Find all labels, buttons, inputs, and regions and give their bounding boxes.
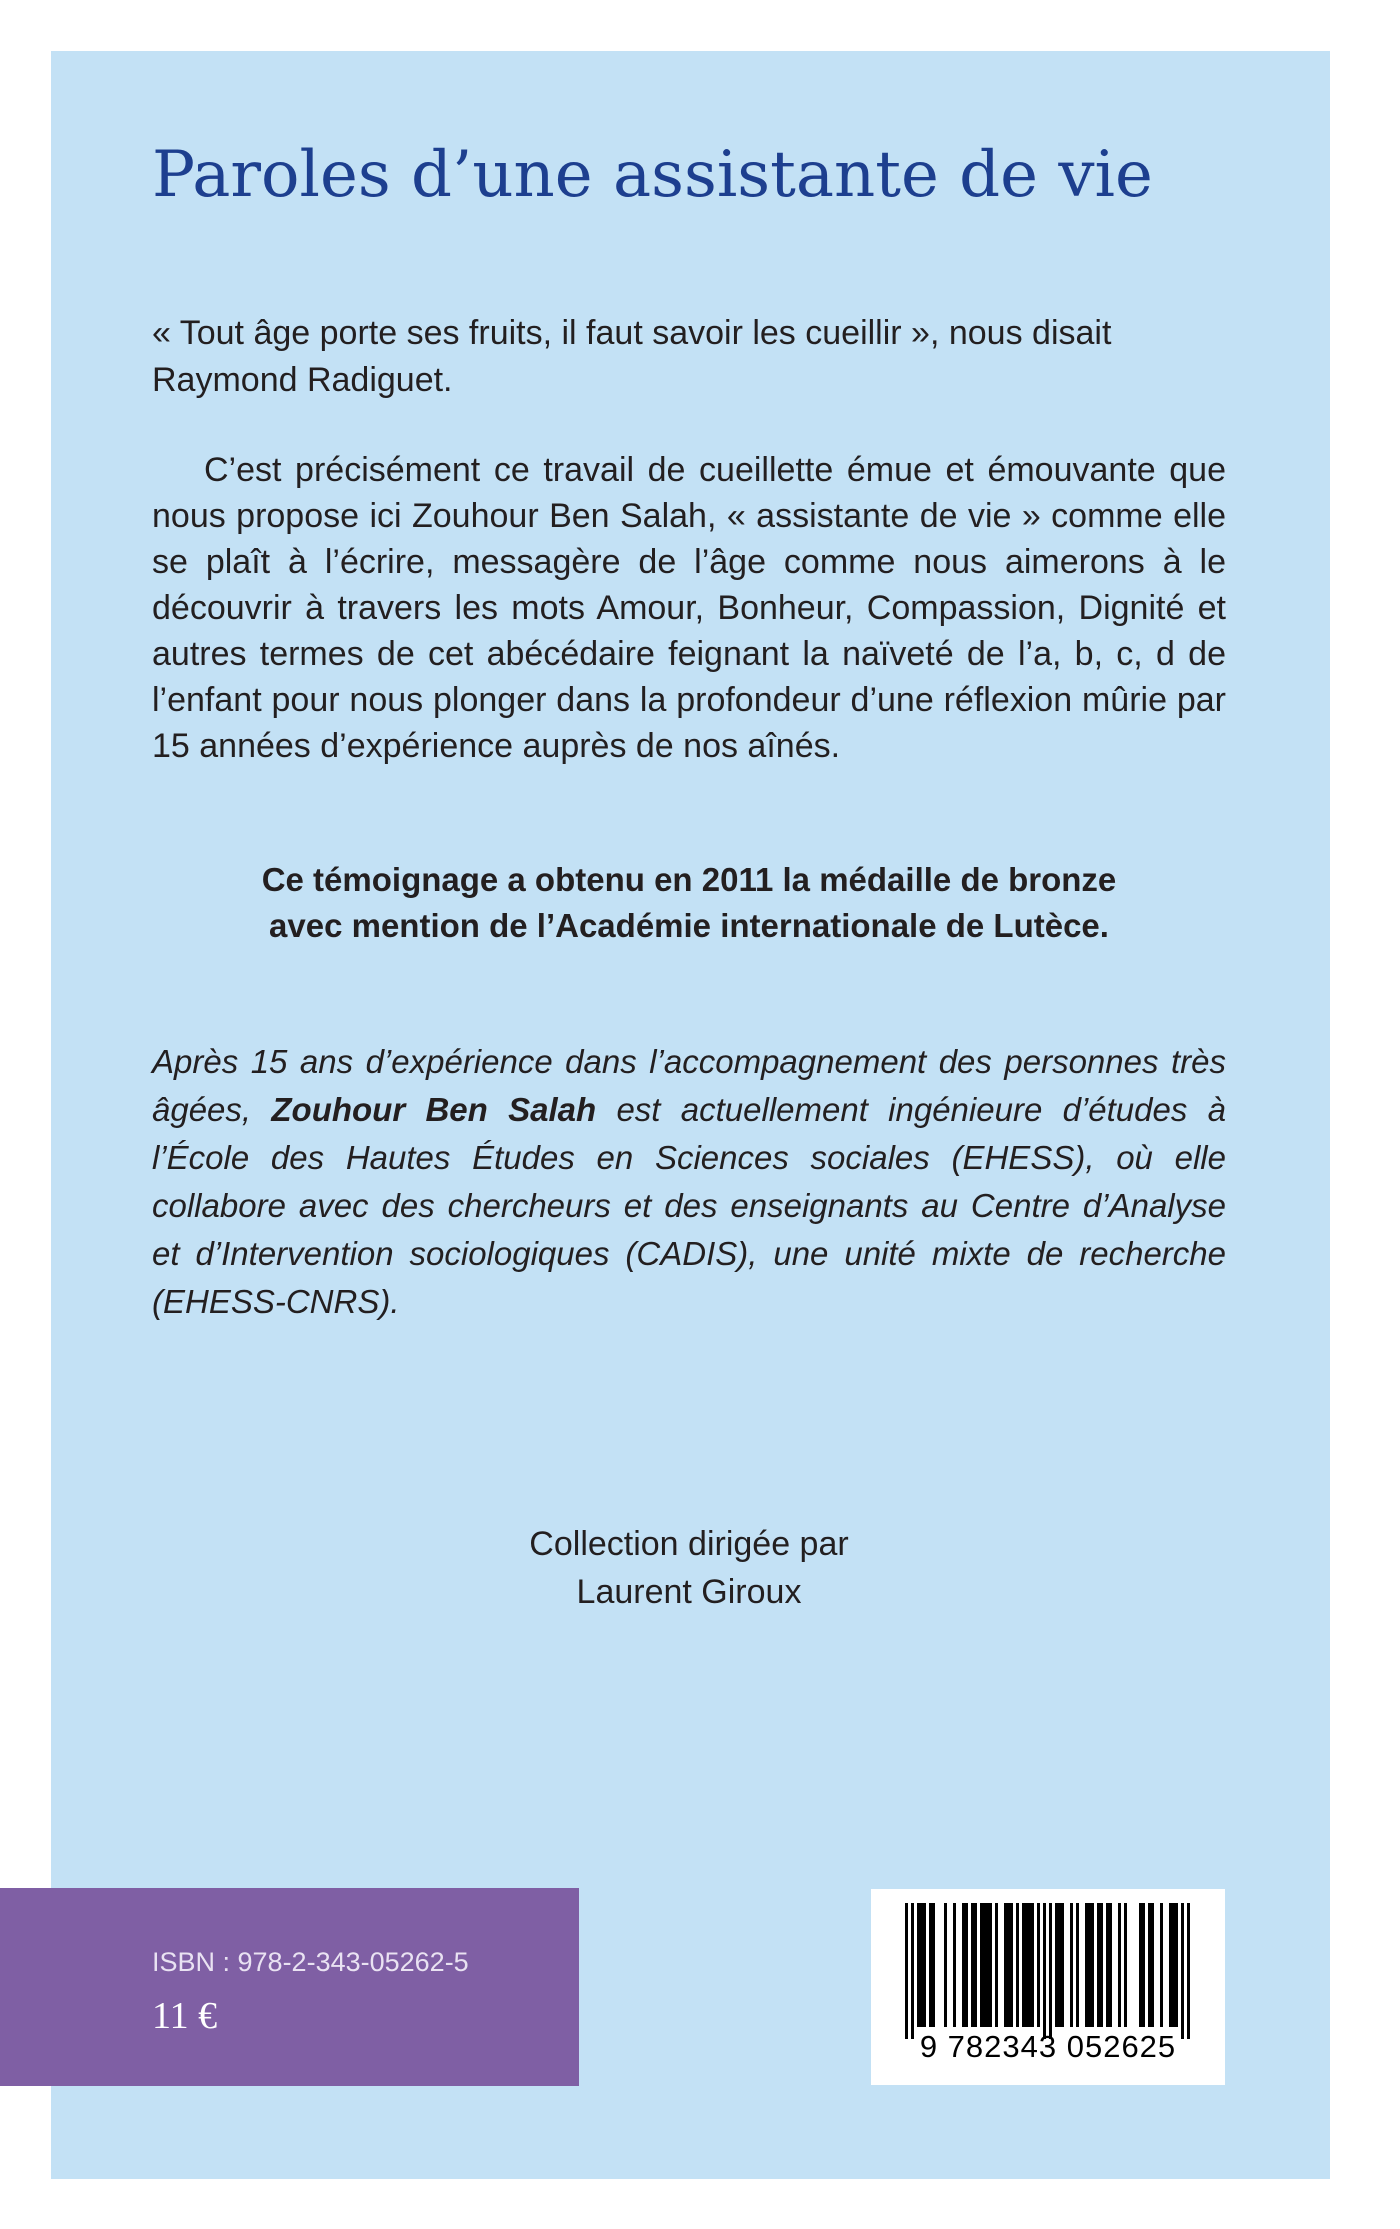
barcode-bar [989, 1903, 992, 2027]
barcode-bar [962, 1903, 965, 2027]
barcode-bar [1106, 1903, 1109, 2027]
barcode-bar [1049, 1903, 1052, 2039]
barcode-bar [1007, 1903, 1010, 2027]
barcode-bar [905, 1903, 908, 2039]
barcode-bar [932, 1903, 935, 2027]
barcode-bar [920, 1903, 923, 2027]
barcode-bar [1031, 1903, 1034, 2027]
barcode-bar [983, 1903, 986, 2027]
barcode-bar [980, 1903, 983, 2027]
price-panel [0, 1888, 579, 2086]
barcode-bar [1022, 1903, 1025, 2027]
blurb-paragraph: C’est précisément ce travail de cueillette émue et émouvante que nous propose ici Zouhour Ben Salah, « assistante de vie » comme elle se plaît à l’écrire, messagère de l’âge comme nous aimerons à le découvrir à travers les mots Amour, Bonheur, Compassion, Dignité et autres termes de cet abécédaire feignant la naïveté de l’a, b, c, d de l’enfant pour nous plonger dans la profondeur d’une réflexion mûrie par 15 années d’expérience auprès de nos aînés. [152, 451, 1226, 765]
collection-credit [152, 1520, 1226, 1616]
barcode-bar [1097, 1903, 1100, 2027]
barcode-bar [1124, 1903, 1127, 2027]
barcode-bar [911, 1903, 914, 2039]
barcode-bar [1088, 1903, 1091, 2027]
collection-director: Laurent Giroux [576, 1573, 802, 1611]
barcode-bar [1076, 1903, 1079, 2027]
barcode-bar [1091, 1903, 1094, 2027]
award-line-1: Ce témoignage a obtenu en 2011 la médaille de bronze [261, 861, 1117, 898]
barcode-bar [1109, 1903, 1112, 2027]
barcode-bar [1037, 1903, 1040, 2027]
barcode-bar [1058, 1903, 1061, 2027]
barcode-bar [1181, 1903, 1184, 2039]
author-bio-rest: est actuellement ingénieure d’études à l’École des Hautes Études en Sciences sociales (EHESS), où elle collabore avec des chercheurs et des enseignants au Centre d’Analyse et d’Intervention sociologiques (CADIS), une unité mixte de recherche (EHESS-CNRS). [152, 1091, 1227, 1320]
barcode-bar [1142, 1903, 1145, 2027]
barcode-bar [1148, 1903, 1151, 2027]
barcode-bar [929, 1903, 932, 2027]
barcode-bar [1172, 1903, 1175, 2027]
barcode-bar [944, 1903, 947, 2027]
barcode-bar [1025, 1903, 1028, 2027]
barcode-bar [1169, 1903, 1172, 2027]
author-bio [152, 1038, 1226, 1326]
barcode-bar [1139, 1903, 1142, 2027]
barcode-bar [1118, 1903, 1121, 2027]
barcode-bar [965, 1903, 968, 2027]
barcode-bar [1010, 1903, 1013, 2027]
barcode-bar [1055, 1903, 1058, 2027]
barcode-bar [1028, 1903, 1031, 2027]
barcode-bar [1151, 1903, 1154, 2027]
barcode-bar [995, 1903, 998, 2027]
barcode-bar [917, 1903, 920, 2027]
radiguet-quote: « Tout âge porte ses fruits, il faut savoir les cueillir », nous disait Raymond Radiguet. [152, 314, 1112, 399]
barcode-bar [974, 1903, 977, 2027]
barcode-bar [1085, 1903, 1088, 2027]
barcode-bar [1016, 1903, 1019, 2027]
author-name: Zouhour Ben Salah [271, 1091, 597, 1128]
barcode-bar [1175, 1903, 1178, 2027]
barcode-bar [971, 1903, 974, 2027]
barcode-bar [1004, 1903, 1007, 2027]
collection-label: Collection dirigée par [529, 1525, 849, 1563]
price-label: 11 € [152, 1995, 218, 2037]
award-line-2: avec mention de l’Académie internationale de Lutèce. [269, 907, 1109, 944]
isbn-label: ISBN : 978-2-343-05262-5 [152, 1947, 469, 1977]
barcode-bar [953, 1903, 956, 2027]
barcode-bar [1043, 1903, 1046, 2039]
barcode-bar [1187, 1903, 1190, 2039]
barcode-number: 9 782343 052625 [919, 2029, 1177, 2064]
barcode-bar [1061, 1903, 1064, 2027]
barcode-bar [923, 1903, 926, 2027]
barcode-bar [1070, 1903, 1073, 2027]
barcode-bar [986, 1903, 989, 2027]
barcode [871, 1889, 1225, 2085]
author-bio-intro: Après 15 ans d’expérience dans l’accompagnement des personnes très âgées, [152, 1043, 1226, 1128]
book-title: Paroles d’une assistante de vie [152, 138, 1153, 212]
award-statement [152, 857, 1226, 949]
barcode-bar [1160, 1903, 1163, 2027]
barcode-bar [1100, 1903, 1103, 2027]
